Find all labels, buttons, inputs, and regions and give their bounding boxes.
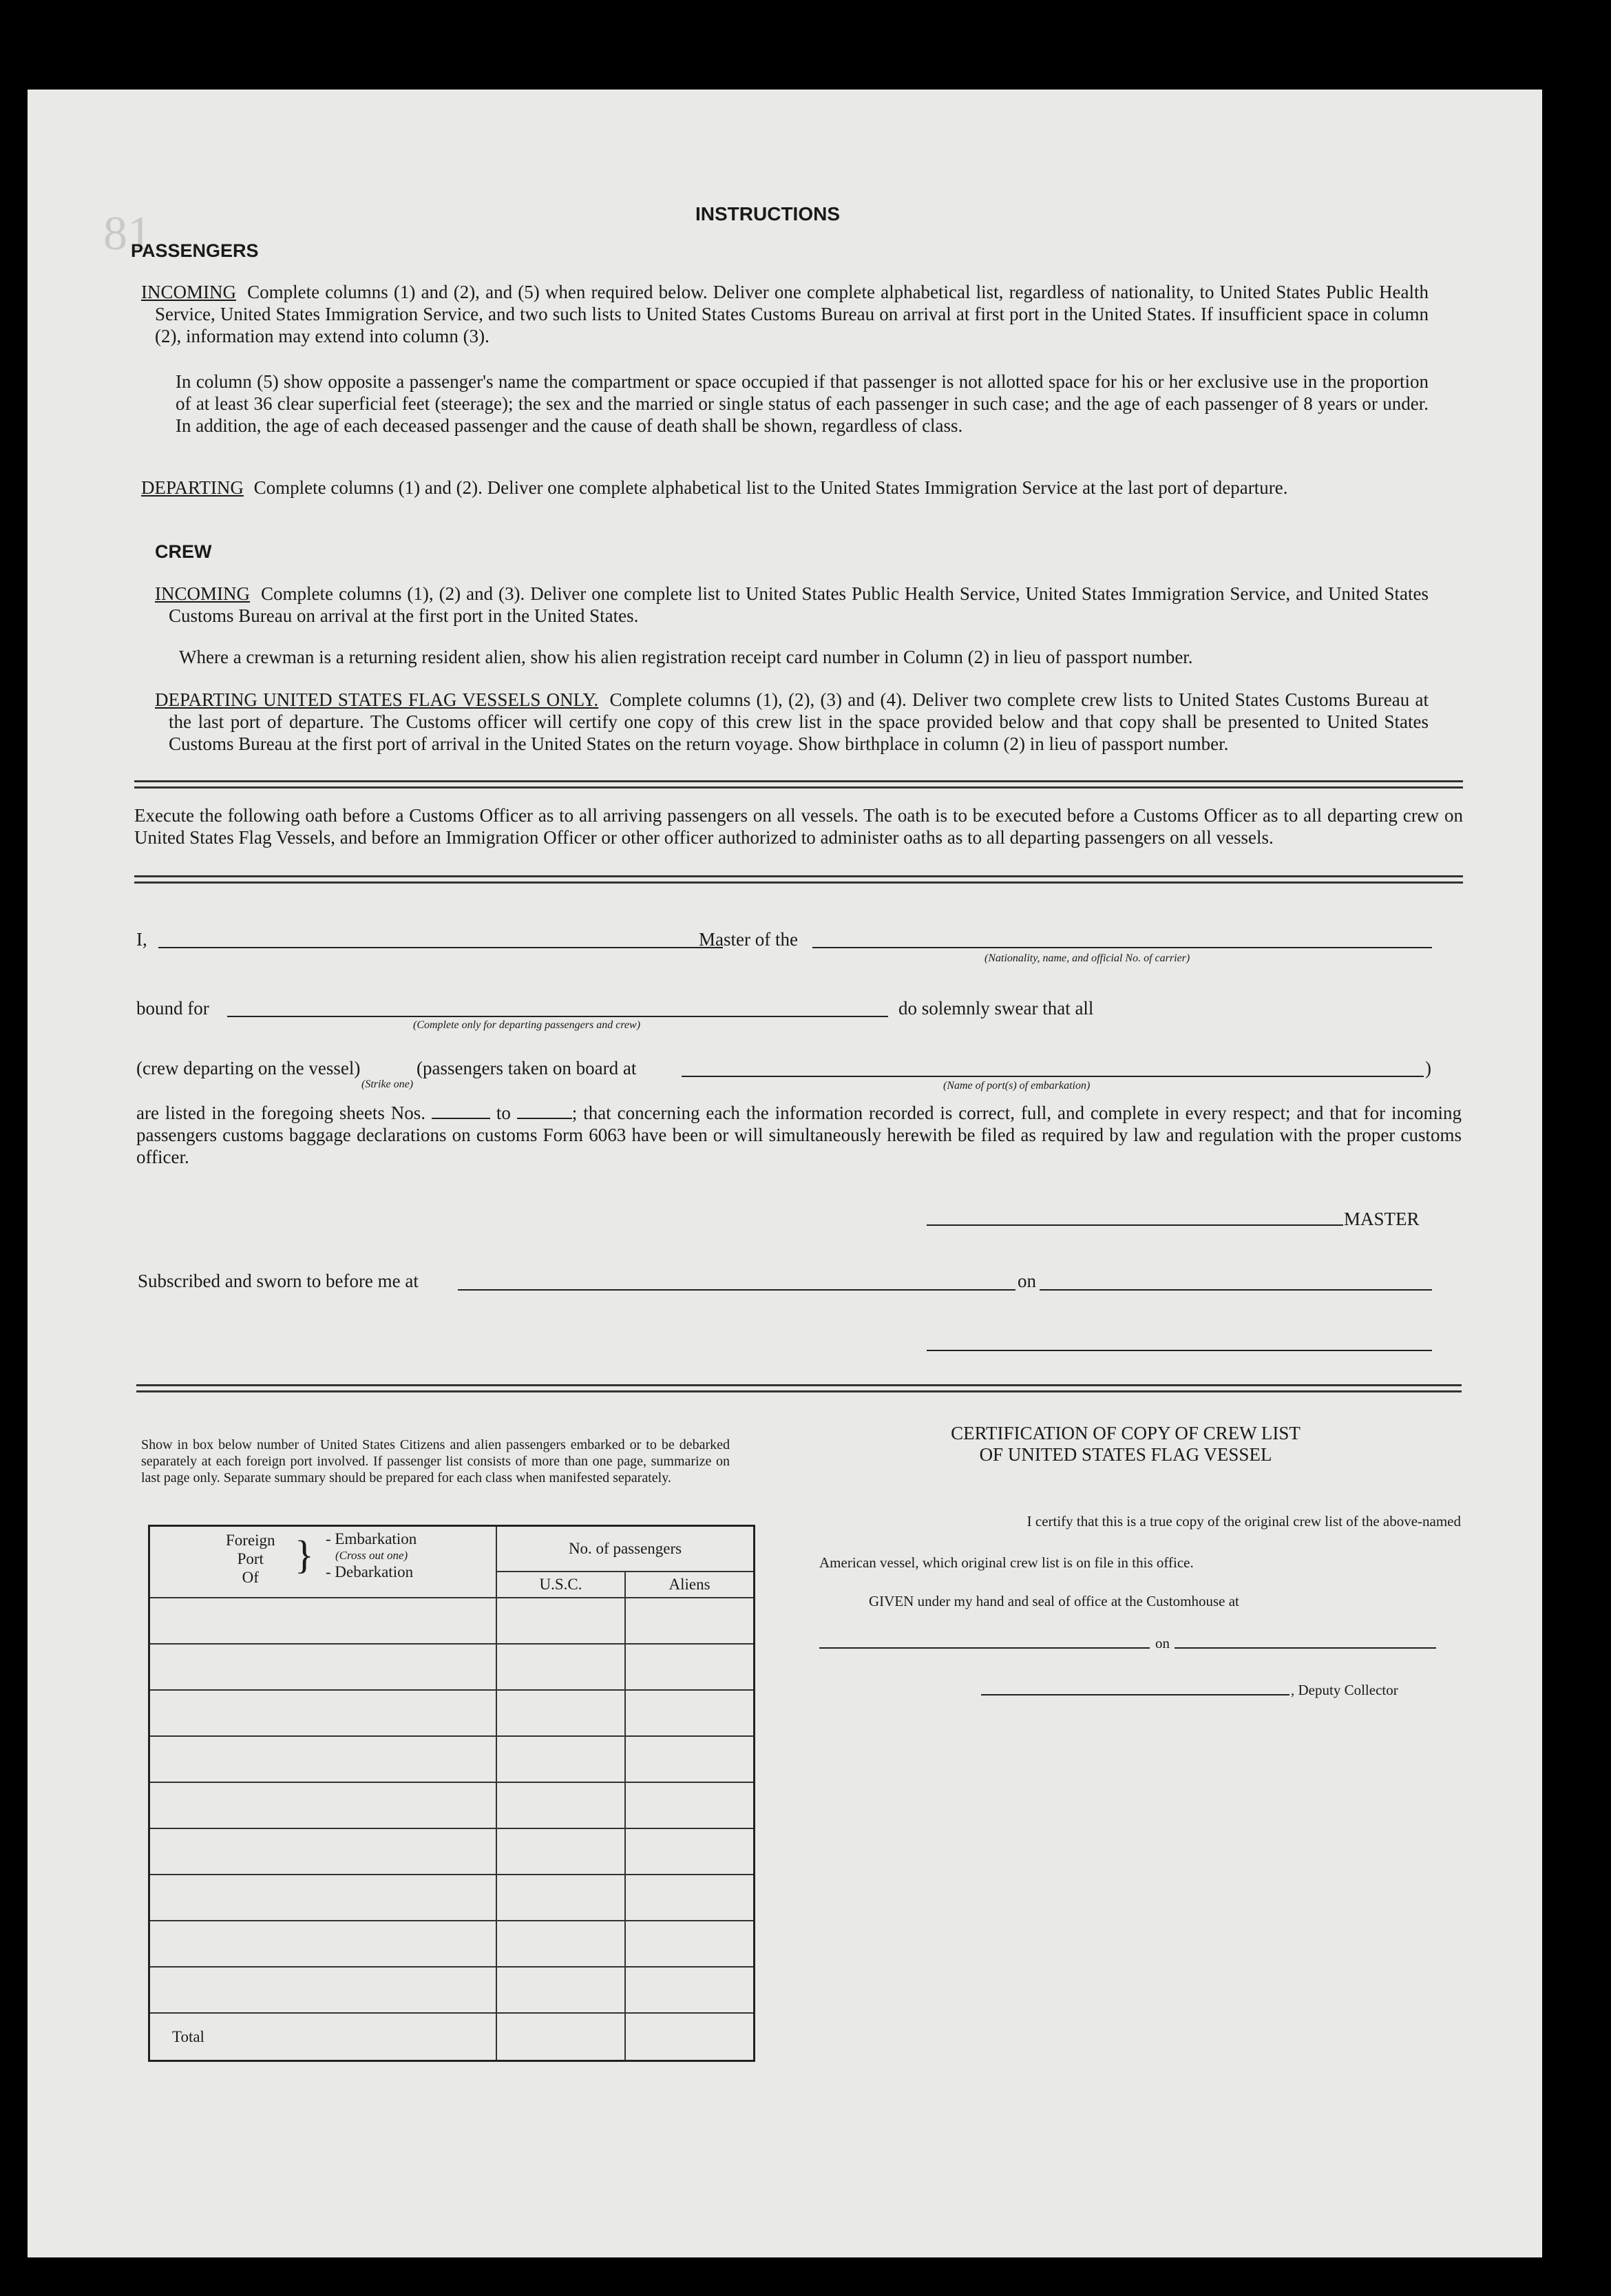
usc-header: U.S.C.	[496, 1572, 625, 1598]
debarkation-label: - Debarkation	[326, 1563, 414, 1580]
no-passengers-header: No. of passengers	[496, 1526, 754, 1572]
table-row	[149, 1690, 755, 1736]
usc-total-cell[interactable]	[496, 2013, 625, 2060]
listed-to-label: to	[496, 1103, 511, 1123]
usc-cell[interactable]	[496, 1828, 625, 1875]
listed-text-2: ; that concerning each the information recorded is correct, full, and complete in every respect; and that for incoming passengers customs baggage declarations on customs Form 6063 have been or will simultaneously herewith be filed as required by law and regulation with the proper customs officer.	[136, 1103, 1462, 1167]
close-paren: )	[1425, 1058, 1431, 1078]
usc-cell[interactable]	[496, 1967, 625, 2013]
crew-incoming-paragraph	[155, 583, 1429, 627]
master-label: MASTER	[1344, 1209, 1420, 1229]
customhouse-line[interactable]	[819, 1647, 1150, 1649]
brace-icon: }	[295, 1532, 314, 1577]
passengers-heading: PASSENGERS	[131, 240, 259, 261]
incoming-text: Complete columns (1) and (2), and (5) when required below. Deliver one complete alphabetical list, regardless of nationality, to United States Public Health Service, United States Immigration Service, and two such lists to United States Customs Bureau on arrival at first port in the United States. If insufficient space in column (2), information may extend into column (3).	[155, 282, 1429, 346]
usc-cell[interactable]	[496, 1644, 625, 1690]
passenger-summary-table	[148, 1525, 755, 2062]
divider	[134, 875, 1463, 884]
port-label: Port	[237, 1550, 264, 1567]
margin-mark: 81	[103, 207, 151, 260]
total-label: Total	[149, 2013, 497, 2060]
port-cell[interactable]	[149, 1736, 497, 1782]
swear-label: do solemnly swear that all	[898, 998, 1094, 1019]
departing-label: DEPARTING	[141, 477, 244, 498]
usc-cell[interactable]	[496, 1736, 625, 1782]
table-row	[149, 1967, 755, 2013]
listed-text-1: are listed in the foregoing sheets Nos.	[136, 1103, 426, 1123]
aliens-cell[interactable]	[625, 1598, 754, 1644]
oath-intro: Execute the following oath before a Customs Officer as to all arriving passengers on all vessels. The oath is to be executed before a Customs Officer as to all departing crew on United States Flag Vessels, and before an Immigration Officer or other officer authorized to administer oaths as to all departing passengers on all vessels.	[134, 805, 1463, 848]
crew-departing-label: DEPARTING UNITED STATES FLAG VESSELS ONLY.	[155, 689, 599, 710]
port-cell[interactable]	[149, 1782, 497, 1828]
divider	[136, 1384, 1462, 1392]
cert-on-label: on	[1155, 1635, 1170, 1651]
carrier-caption: (Nationality, name, and official No. of carrier)	[984, 952, 1190, 964]
on-label: on	[1018, 1271, 1036, 1291]
table-row	[149, 1598, 755, 1644]
foreign-port-header	[149, 1526, 497, 1598]
of-label: Of	[242, 1569, 259, 1586]
table-row	[149, 1644, 755, 1690]
crew-incoming-label: INCOMING	[155, 583, 250, 604]
table-row	[149, 1782, 755, 1828]
listed-paragraph	[136, 1102, 1462, 1168]
bound-caption: (Complete only for departing passengers and crew)	[413, 1019, 641, 1031]
certification-title	[933, 1423, 1318, 1465]
carrier-line[interactable]	[812, 947, 1432, 948]
passengers-departing-paragraph	[141, 477, 1429, 499]
page-title: INSTRUCTIONS	[695, 203, 840, 225]
aliens-cell[interactable]	[625, 1644, 754, 1690]
port-cell[interactable]	[149, 1921, 497, 1967]
certify-line-2: American vessel, which original crew list is on file in this office.	[819, 1554, 1194, 1571]
port-cell[interactable]	[149, 1967, 497, 2013]
aliens-cell[interactable]	[625, 1875, 754, 1921]
usc-cell[interactable]	[496, 1875, 625, 1921]
crew-departing-text: Complete columns (1), (2), (3) and (4). Deliver two complete crew lists to United States Customs Bureau at the last port of departure. The Customs officer will certify one copy of this crew list in the space provided below and that copy shall be presented to United States Customs Bureau at the first port of arrival in the United States on the return voyage. Show birthplace in column (2) in lieu of passport number.	[169, 689, 1429, 754]
embarkation-port-line[interactable]	[682, 1076, 1424, 1077]
master-of-label: Master of the	[699, 929, 798, 950]
usc-cell[interactable]	[496, 1921, 625, 1967]
certification-title-line1: CERTIFICATION OF COPY OF CREW LIST	[951, 1423, 1301, 1443]
crew-departing-option: (crew departing on the vessel)	[136, 1058, 361, 1078]
cross-out-label: (Cross out one)	[335, 1549, 408, 1562]
divider	[134, 780, 1463, 789]
usc-cell[interactable]	[496, 1598, 625, 1644]
aliens-header: Aliens	[625, 1572, 754, 1598]
total-row	[149, 2013, 755, 2060]
crew-incoming-text: Complete columns (1), (2) and (3). Deliver one complete list to United States Public Health Service, United States Immigration Service, and United States Customs Bureau on arrival at the first port in the United States.	[169, 583, 1429, 626]
oath-i-label: I,	[136, 929, 147, 950]
master-signature-line[interactable]	[927, 1224, 1343, 1226]
resident-alien-paragraph: Where a crewman is a returning resident alien, show his alien registration receipt card number in Column (2) in lieu of passport number.	[179, 647, 1193, 667]
given-line: GIVEN under my hand and seal of office at the Customhouse at	[869, 1593, 1239, 1609]
cert-date-line[interactable]	[1175, 1647, 1436, 1649]
summary-instructions: Show in box below number of United States Citizens and alien passengers embarked or to be debarked separately at each foreign port involved. If passenger list consists of more than one page, summarize on last page only. Separate summary should be prepared for each class when manifested separately.	[141, 1437, 730, 1485]
officer-signature-line[interactable]	[927, 1350, 1432, 1351]
port-cell[interactable]	[149, 1598, 497, 1644]
port-cell[interactable]	[149, 1875, 497, 1921]
crew-heading: CREW	[155, 541, 212, 562]
bound-for-label: bound for	[136, 998, 209, 1019]
strike-caption: (Strike one)	[361, 1078, 414, 1090]
certify-line-1: I certify that this is a true copy of the original crew list of the above-named	[1026, 1513, 1461, 1530]
port-cell[interactable]	[149, 1690, 497, 1736]
table-row	[149, 1921, 755, 1967]
aliens-total-cell[interactable]	[625, 2013, 754, 2060]
sworn-place-line[interactable]	[458, 1289, 1015, 1291]
passengers-taken-option: (passengers taken on board at	[417, 1058, 637, 1078]
crew-departing-paragraph	[155, 689, 1429, 755]
port-caption: (Name of port(s) of embarkation)	[943, 1080, 1091, 1092]
deputy-label: , Deputy Collector	[1291, 1682, 1398, 1698]
table-row	[149, 1875, 755, 1921]
aliens-cell[interactable]	[625, 1736, 754, 1782]
sworn-date-line[interactable]	[1040, 1289, 1432, 1291]
aliens-cell[interactable]	[625, 1921, 754, 1967]
master-name-line[interactable]	[158, 947, 723, 948]
aliens-cell[interactable]	[625, 1690, 754, 1736]
column5-paragraph: In column (5) show opposite a passenger's name the compartment or space occupied if that passenger is not allotted space for his or her exclusive use in the proportion of at least 36 clear superficial feet (steerage); the sex and the married or single status of each passenger in such case; and the age of each passenger of 8 years or under. In addition, the age of each deceased passenger and the cause of death shall be shown, regardless of class.	[176, 371, 1429, 436]
passengers-incoming-paragraph	[141, 281, 1429, 347]
sheet-to-field[interactable]	[517, 1118, 572, 1119]
aliens-cell[interactable]	[625, 1967, 754, 2013]
usc-cell[interactable]	[496, 1782, 625, 1828]
table-row	[149, 1736, 755, 1782]
embarkation-label: - Embarkation	[326, 1530, 417, 1547]
aliens-cell[interactable]	[625, 1828, 754, 1875]
subscribed-label: Subscribed and sworn to before me at	[138, 1271, 419, 1291]
deputy-signature-line[interactable]	[981, 1694, 1289, 1695]
port-cell[interactable]	[149, 1644, 497, 1690]
departing-text: Complete columns (1) and (2). Deliver one complete alphabetical list to the United States Immigration Service at the last port of departure.	[253, 477, 1288, 498]
aliens-cell[interactable]	[625, 1782, 754, 1828]
certification-title-line2: OF UNITED STATES FLAG VESSEL	[979, 1444, 1272, 1465]
foreign-label: Foreign	[226, 1532, 275, 1549]
incoming-label: INCOMING	[141, 282, 236, 302]
sheet-from-field[interactable]	[432, 1118, 490, 1119]
table-row	[149, 1828, 755, 1875]
document-page	[28, 90, 1542, 2257]
port-cell[interactable]	[149, 1828, 497, 1875]
bound-for-line[interactable]	[227, 1016, 888, 1017]
usc-cell[interactable]	[496, 1690, 625, 1736]
